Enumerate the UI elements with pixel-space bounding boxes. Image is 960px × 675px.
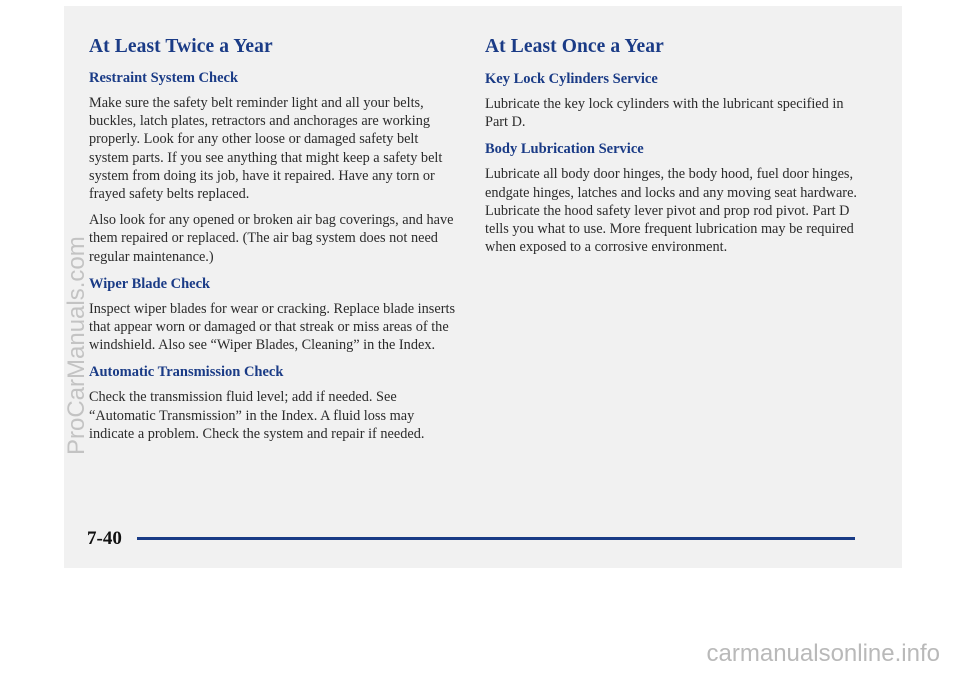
- key-lock-paragraph: Lubricate the key lock cylinders with the lubricant specified in Part D.: [485, 96, 844, 131]
- body-lubrication-title: Body Lubrication Service: [485, 141, 644, 158]
- page-number: 7-40: [87, 528, 122, 549]
- footer-rule: [137, 537, 855, 540]
- restraint-system-title: Restraint System Check: [89, 70, 239, 86]
- bottom-watermark: carmanualsonline.info: [706, 640, 940, 667]
- restraint-system-section: [89, 70, 461, 266]
- transmission-paragraph: Check the transmission fluid level; add if needed. See “Automatic Transmission” in the Index. A fluid loss may indicate a problem. Check the system and repair if needed.: [89, 389, 425, 442]
- transmission-section: [89, 364, 461, 443]
- section-heading-once-a-year: At Least Once a Year: [485, 36, 664, 57]
- wiper-blade-paragraph: Inspect wiper blades for wear or cracking. Replace blade inserts that appear worn or damaged or that streak or miss areas of the windshield. Also see “Wiper Blades, Cleaning” in the Index.: [89, 300, 456, 354]
- restraint-system-paragraph-2: Also look for any opened or broken air bag coverings, and have them repaired or replaced. (The air bag system does not need regular maintenance.): [89, 212, 454, 265]
- section-heading-twice-a-year: At Least Twice a Year: [89, 36, 273, 57]
- transmission-title: Automatic Transmission Check: [89, 364, 284, 381]
- restraint-system-paragraph-1: Make sure the safety belt reminder light and all your belts, buckles, latch plates, retractors and anchorages are working properly. Look for any other loose or damaged safety belt system parts. If you see anything that might keep a safety belt system from doing its job, have it repaired. Have any torn or frayed safety belts replaced.: [89, 95, 443, 203]
- right-column: [485, 36, 865, 266]
- key-lock-title: Key Lock Cylinders Service: [485, 71, 658, 87]
- side-watermark: ProCarManuals.com: [63, 236, 90, 455]
- body-lubrication-section: [485, 141, 865, 256]
- left-column: [89, 36, 461, 453]
- key-lock-section: [485, 71, 865, 131]
- wiper-blade-section: [89, 276, 461, 355]
- body-lubrication-paragraph: Lubricate all body door hinges, the body hood, fuel door hinges, endgate hinges, latches and locks and any moving seat hardware. Lubricate the hood safety lever pivot and prop rod pivot. Part D tells you what to use. More frequent lubrication may be required when exposed to a corrosive environment.: [485, 166, 857, 256]
- wiper-blade-title: Wiper Blade Check: [89, 275, 211, 292]
